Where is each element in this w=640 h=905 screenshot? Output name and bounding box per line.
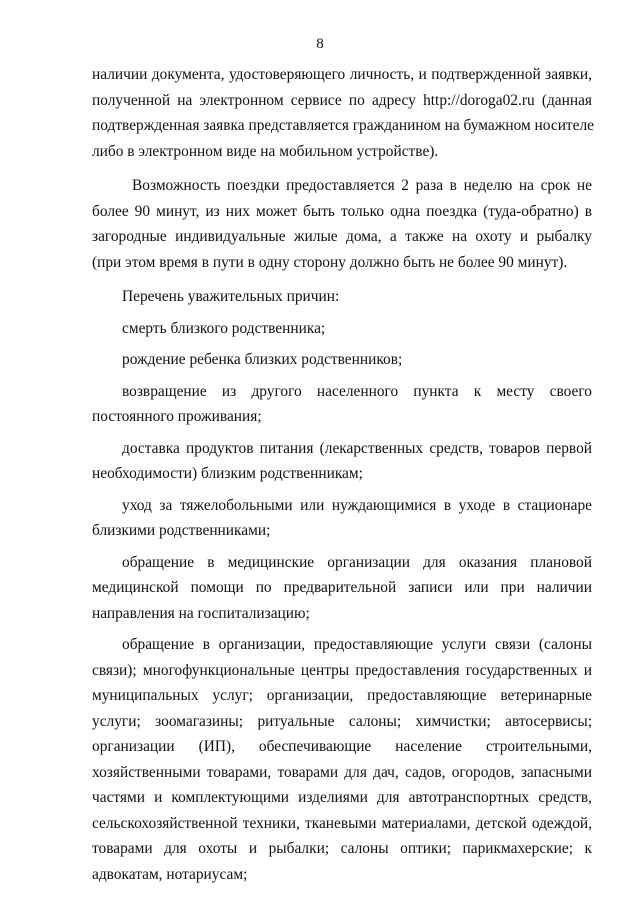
text-line: близкими родственниками; xyxy=(92,522,271,539)
text-line: услуги; зоомагазины; ритуальные салоны; химчистки; автосервисы; xyxy=(92,712,592,730)
paragraph-trip-limits xyxy=(92,173,592,275)
text-line: доставка продуктов питания (лекарственных средств, товаров первой xyxy=(122,439,592,457)
list-item xyxy=(92,316,592,342)
text-line: рождение ребенка близких родственников; xyxy=(122,351,403,368)
list-heading-valid-reasons xyxy=(92,284,592,310)
text-line: подтвержденная заявка представляется гражданином на бумажном носителе xyxy=(92,117,595,134)
document-body xyxy=(92,62,595,887)
text-line: необходимости) близким родственникам; xyxy=(92,465,363,482)
list-item xyxy=(92,493,592,544)
text-line: более 90 минут, из них может быть только одна поездка (туда-обратно) в xyxy=(92,202,592,220)
text-line: муниципальных услуг; организации, предоставляющие ветеринарные xyxy=(92,687,592,704)
list-item xyxy=(92,550,592,627)
text-line: хозяйственными товарами, товарами для дач, садов, огородов, запасными xyxy=(92,763,592,781)
paragraph-identity-document xyxy=(92,62,595,164)
text-line: Возможность поездки предоставляется 2 раза в неделю на срок не xyxy=(132,177,592,194)
text-line: сельскохозяйственной техники, тканевыми материалами, детской одеждой, xyxy=(92,814,592,832)
text-line: постоянного проживания; xyxy=(92,408,262,425)
text-line: организации (ИП), обеспечивающие население строительными, xyxy=(92,738,592,755)
text-line: обращение в медицинские организации для оказания плановой xyxy=(122,553,592,571)
text-line: загородные индивидуальные жилые дома, а также на охоту и рыбалку xyxy=(92,228,592,245)
text-line: Перечень уважительных причин: xyxy=(122,288,340,305)
list-item xyxy=(92,379,592,430)
list-item xyxy=(92,632,592,887)
text-line: медицинской помощи по предварительной записи или при наличии xyxy=(92,579,592,596)
page-number: 8 xyxy=(316,36,324,52)
text-line: наличии документа, удостоверяющего личность, и подтвержденной заявки, xyxy=(92,66,592,83)
text-line: полученной на электронном сервисе по адресу http://doroga02.ru (данная xyxy=(92,91,592,109)
text-line: (при этом время в пути в одну сторону должно быть не более 90 минут). xyxy=(92,253,568,271)
list-item xyxy=(92,436,592,487)
text-line: смерть близкого родственника; xyxy=(122,319,326,337)
text-line: частями и комплектующими изделиями для автотранспортных средств, xyxy=(92,789,592,806)
text-line: товарами для охоты и рыбалки; салоны оптики; парикмахерские; к xyxy=(92,840,592,857)
text-line: либо в электронном виде на мобильном устройстве). xyxy=(92,142,439,160)
text-line: обращение в организации, предоставляющие услуги связи (салоны xyxy=(122,636,592,653)
list-item xyxy=(92,347,592,373)
text-line: связи); многофункциональные центры предоставления государственных и xyxy=(92,661,592,679)
text-line: направления на госпитализацию; xyxy=(92,604,310,622)
text-line: адвокатам, нотариусам; xyxy=(92,865,248,883)
text-line: возвращение из другого населенного пункта к месту своего xyxy=(122,382,592,400)
text-line: уход за тяжелобольными или нуждающимися в уходе в стационаре xyxy=(122,496,592,514)
